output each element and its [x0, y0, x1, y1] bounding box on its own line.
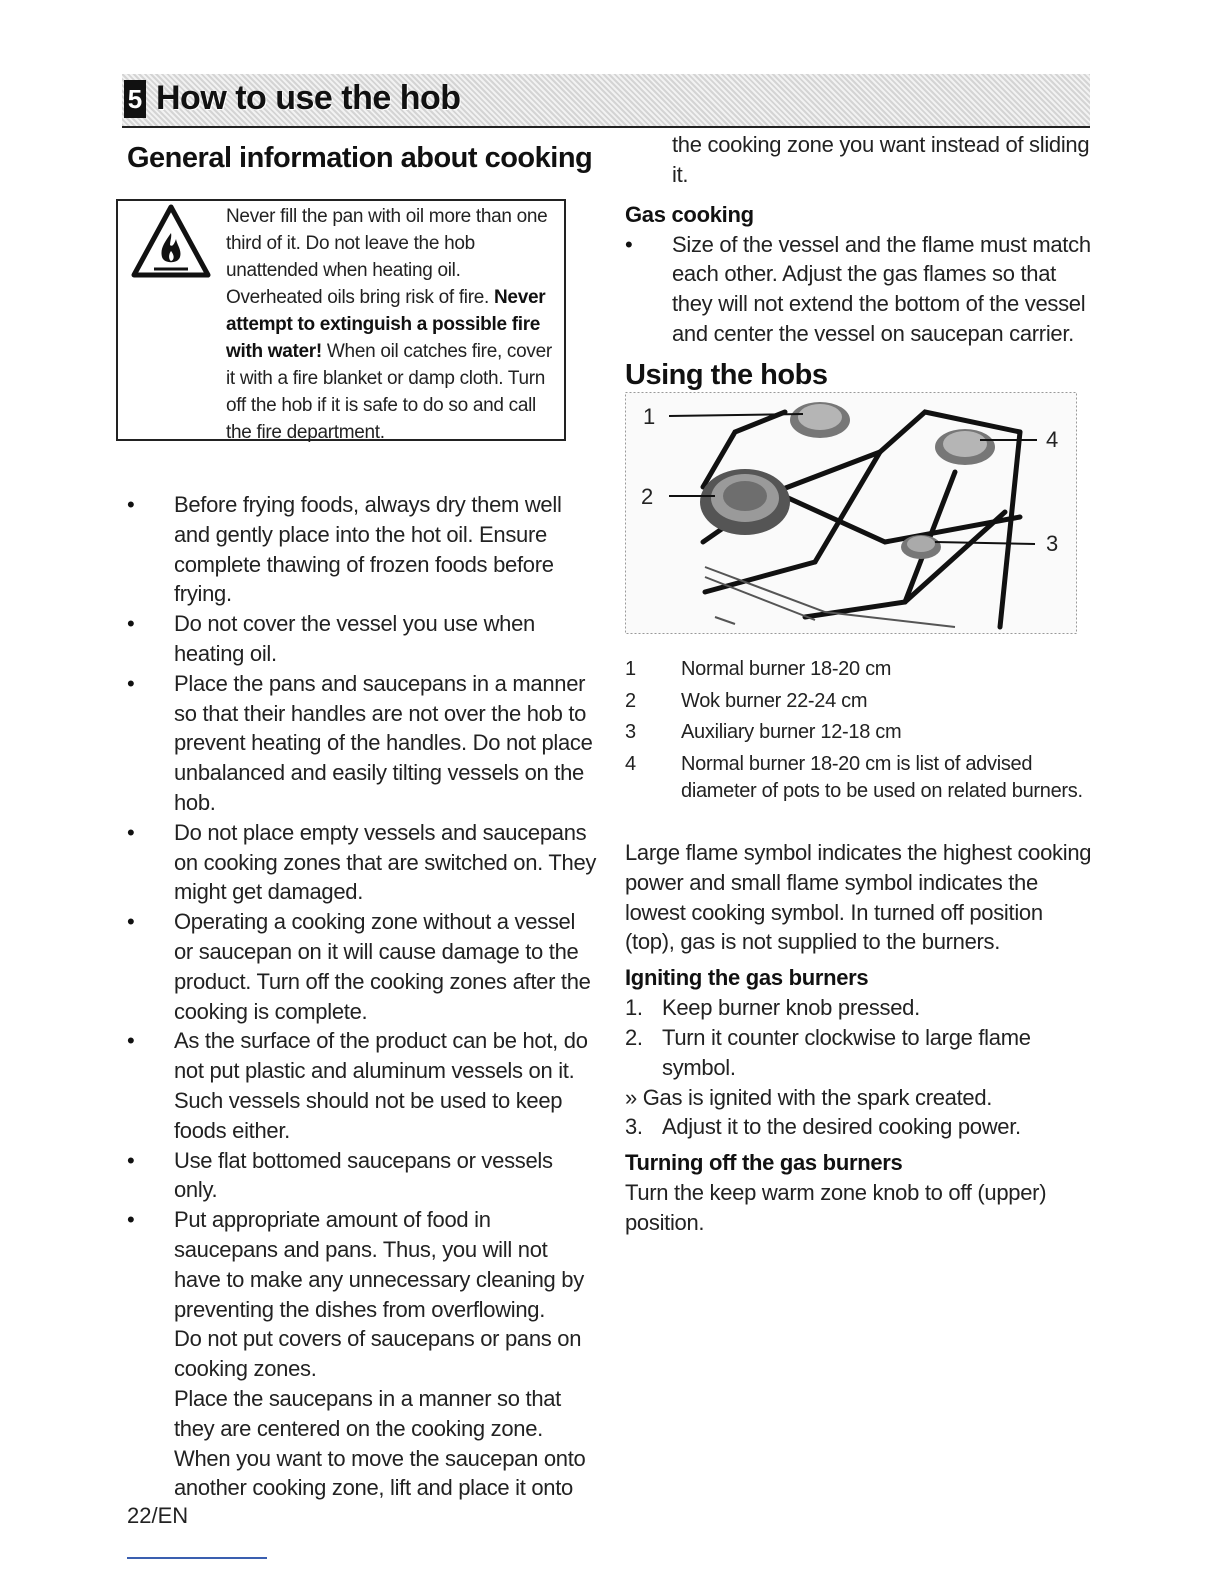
page-number: 22/EN	[127, 1503, 189, 1528]
step-text: Turn it counter clockwise to large flame symbol.	[662, 1024, 1031, 1080]
diagram-label-4: 4	[1046, 427, 1059, 452]
burner-4	[935, 429, 995, 465]
fire-warning-text	[226, 203, 560, 446]
chapter-title: How to use the hob	[156, 79, 461, 117]
step-item	[625, 993, 1095, 1023]
step-text: Adjust it to the desired cooking power.	[662, 1114, 1021, 1140]
list-item: • Size of the vessel and the flame must match each other. Adjust the gas flames so that they will not extend the bottom of the vessel and center the vessel on saucepan carrier.	[625, 230, 1095, 349]
warning-bold-text: Never attempt to extinguish a possible fire with water!	[226, 287, 546, 362]
footer-divider	[127, 1557, 267, 1559]
turning-off-text: Turn the keep warm zone knob to off (upper) position.	[625, 1180, 1047, 1235]
igniting-steps	[625, 993, 1095, 1082]
legend-text: Normal burner 18-20 cm	[681, 658, 892, 680]
left-column	[127, 138, 597, 178]
fire-warning-icon	[130, 203, 212, 279]
flame-symbol-paragraph: Large flame symbol indicates the highest cooking power and small flame symbol indicates the lowest cooking symbol. In turned off position (top), gas is not supplied to the burners.	[625, 840, 1092, 955]
step-item	[625, 1023, 1095, 1083]
step-number: 1.	[625, 995, 643, 1021]
step-text: Keep burner knob pressed.	[662, 995, 920, 1021]
step-item	[625, 1112, 1095, 1142]
burner-legend	[625, 656, 1095, 810]
legend-item	[625, 719, 1095, 747]
legend-number: 1	[625, 658, 636, 680]
diagram-label-2: 2	[641, 484, 654, 509]
burner-2	[700, 469, 790, 535]
cooking-tips-list	[127, 490, 597, 1503]
step-number: 2.	[625, 1024, 643, 1050]
igniting-steps-continued	[625, 1112, 1095, 1142]
gas-cooking-title: Gas cooking	[625, 201, 754, 227]
section-title-general: General information about cooking	[127, 142, 593, 174]
fire-warning-box	[116, 199, 566, 441]
list-item: • Do not place empty vessels and saucepans on cooking zones that are switched on. They might get damaged.	[127, 818, 597, 907]
legend-item	[625, 688, 1095, 716]
legend-item	[625, 656, 1095, 684]
list-item-continuation: Place the saucepans in a manner so that they are centered on the cooking zone. When you want to move the saucepan onto another cooking zone, lift and place it onto	[174, 1385, 586, 1501]
burner-1	[790, 402, 850, 438]
using-hobs-title: Using the hobs	[625, 358, 828, 391]
continued-text: the cooking zone you want instead of sliding it.	[672, 132, 1090, 187]
turning-off-title: Turning off the gas burners	[625, 1150, 903, 1176]
diagram-label-1: 1	[643, 404, 656, 429]
list-item: • Before frying foods, always dry them well and gently place into the hot oil. Ensure complete thawing of frozen foods before frying.	[127, 490, 597, 609]
warning-text-part-2: When oil catches fire, cover it with a fire blanket or damp cloth. Turn off the hob if it is safe to do so and call the fire department.	[226, 341, 552, 443]
burner-3	[901, 535, 941, 559]
legend-number: 2	[625, 689, 636, 712]
list-item: • Place the pans and saucepans in a manner so that their handles are not over the hob to prevent heating of the handles. Do not place unbalanced and easily tilting vessels on the hob.	[127, 669, 597, 818]
step-number: 3.	[625, 1114, 643, 1140]
right-column-lower	[625, 838, 1095, 1238]
igniting-title: Igniting the gas burners	[625, 965, 869, 991]
list-item: • Operating a cooking zone without a vessel or saucepan on it will cause damage to the product. Turn off the cooking zones after the cooking is complete.	[127, 907, 597, 1026]
list-item: • As the surface of the product can be hot, do not put plastic and aluminum vessels on it. Such vessels should not be used to keep foods either.	[127, 1026, 597, 1145]
legend-number: 4	[625, 752, 636, 775]
list-item-continuation: Do not put covers of saucepans or pans on cooking zones.	[174, 1326, 582, 1382]
diagram-label-3: 3	[1046, 531, 1059, 556]
hob-burner-diagram	[625, 392, 1077, 634]
list-item: • Use flat bottomed saucepans or vessels only.	[127, 1146, 597, 1206]
list-item: • Put appropriate amount of food in saucepans and pans. Thus, you will not have to make any unnecessary cleaning by preventing the dishes from overflowing.	[127, 1205, 597, 1324]
legend-item	[625, 751, 1095, 806]
legend-text: Normal burner 18-20 cm is list of advised diameter of pots to be used on related burners.	[681, 752, 1083, 802]
ignition-result: » Gas is ignited with the spark created.	[625, 1084, 993, 1110]
list-item: • Do not cover the vessel you use when heating oil.	[127, 609, 597, 669]
legend-text: Auxiliary burner 12-18 cm	[681, 721, 902, 743]
legend-number: 3	[625, 721, 636, 743]
right-column	[625, 130, 1095, 395]
warning-text-part-1: Never fill the pan with oil more than one third of it. Do not leave the hob unattended when heating oil. Overheated oils bring risk of fire.	[226, 206, 548, 308]
legend-text: Wok burner 22-24 cm	[681, 689, 868, 712]
gas-cooking-list	[625, 230, 1095, 349]
chapter-number: 5	[124, 80, 146, 118]
